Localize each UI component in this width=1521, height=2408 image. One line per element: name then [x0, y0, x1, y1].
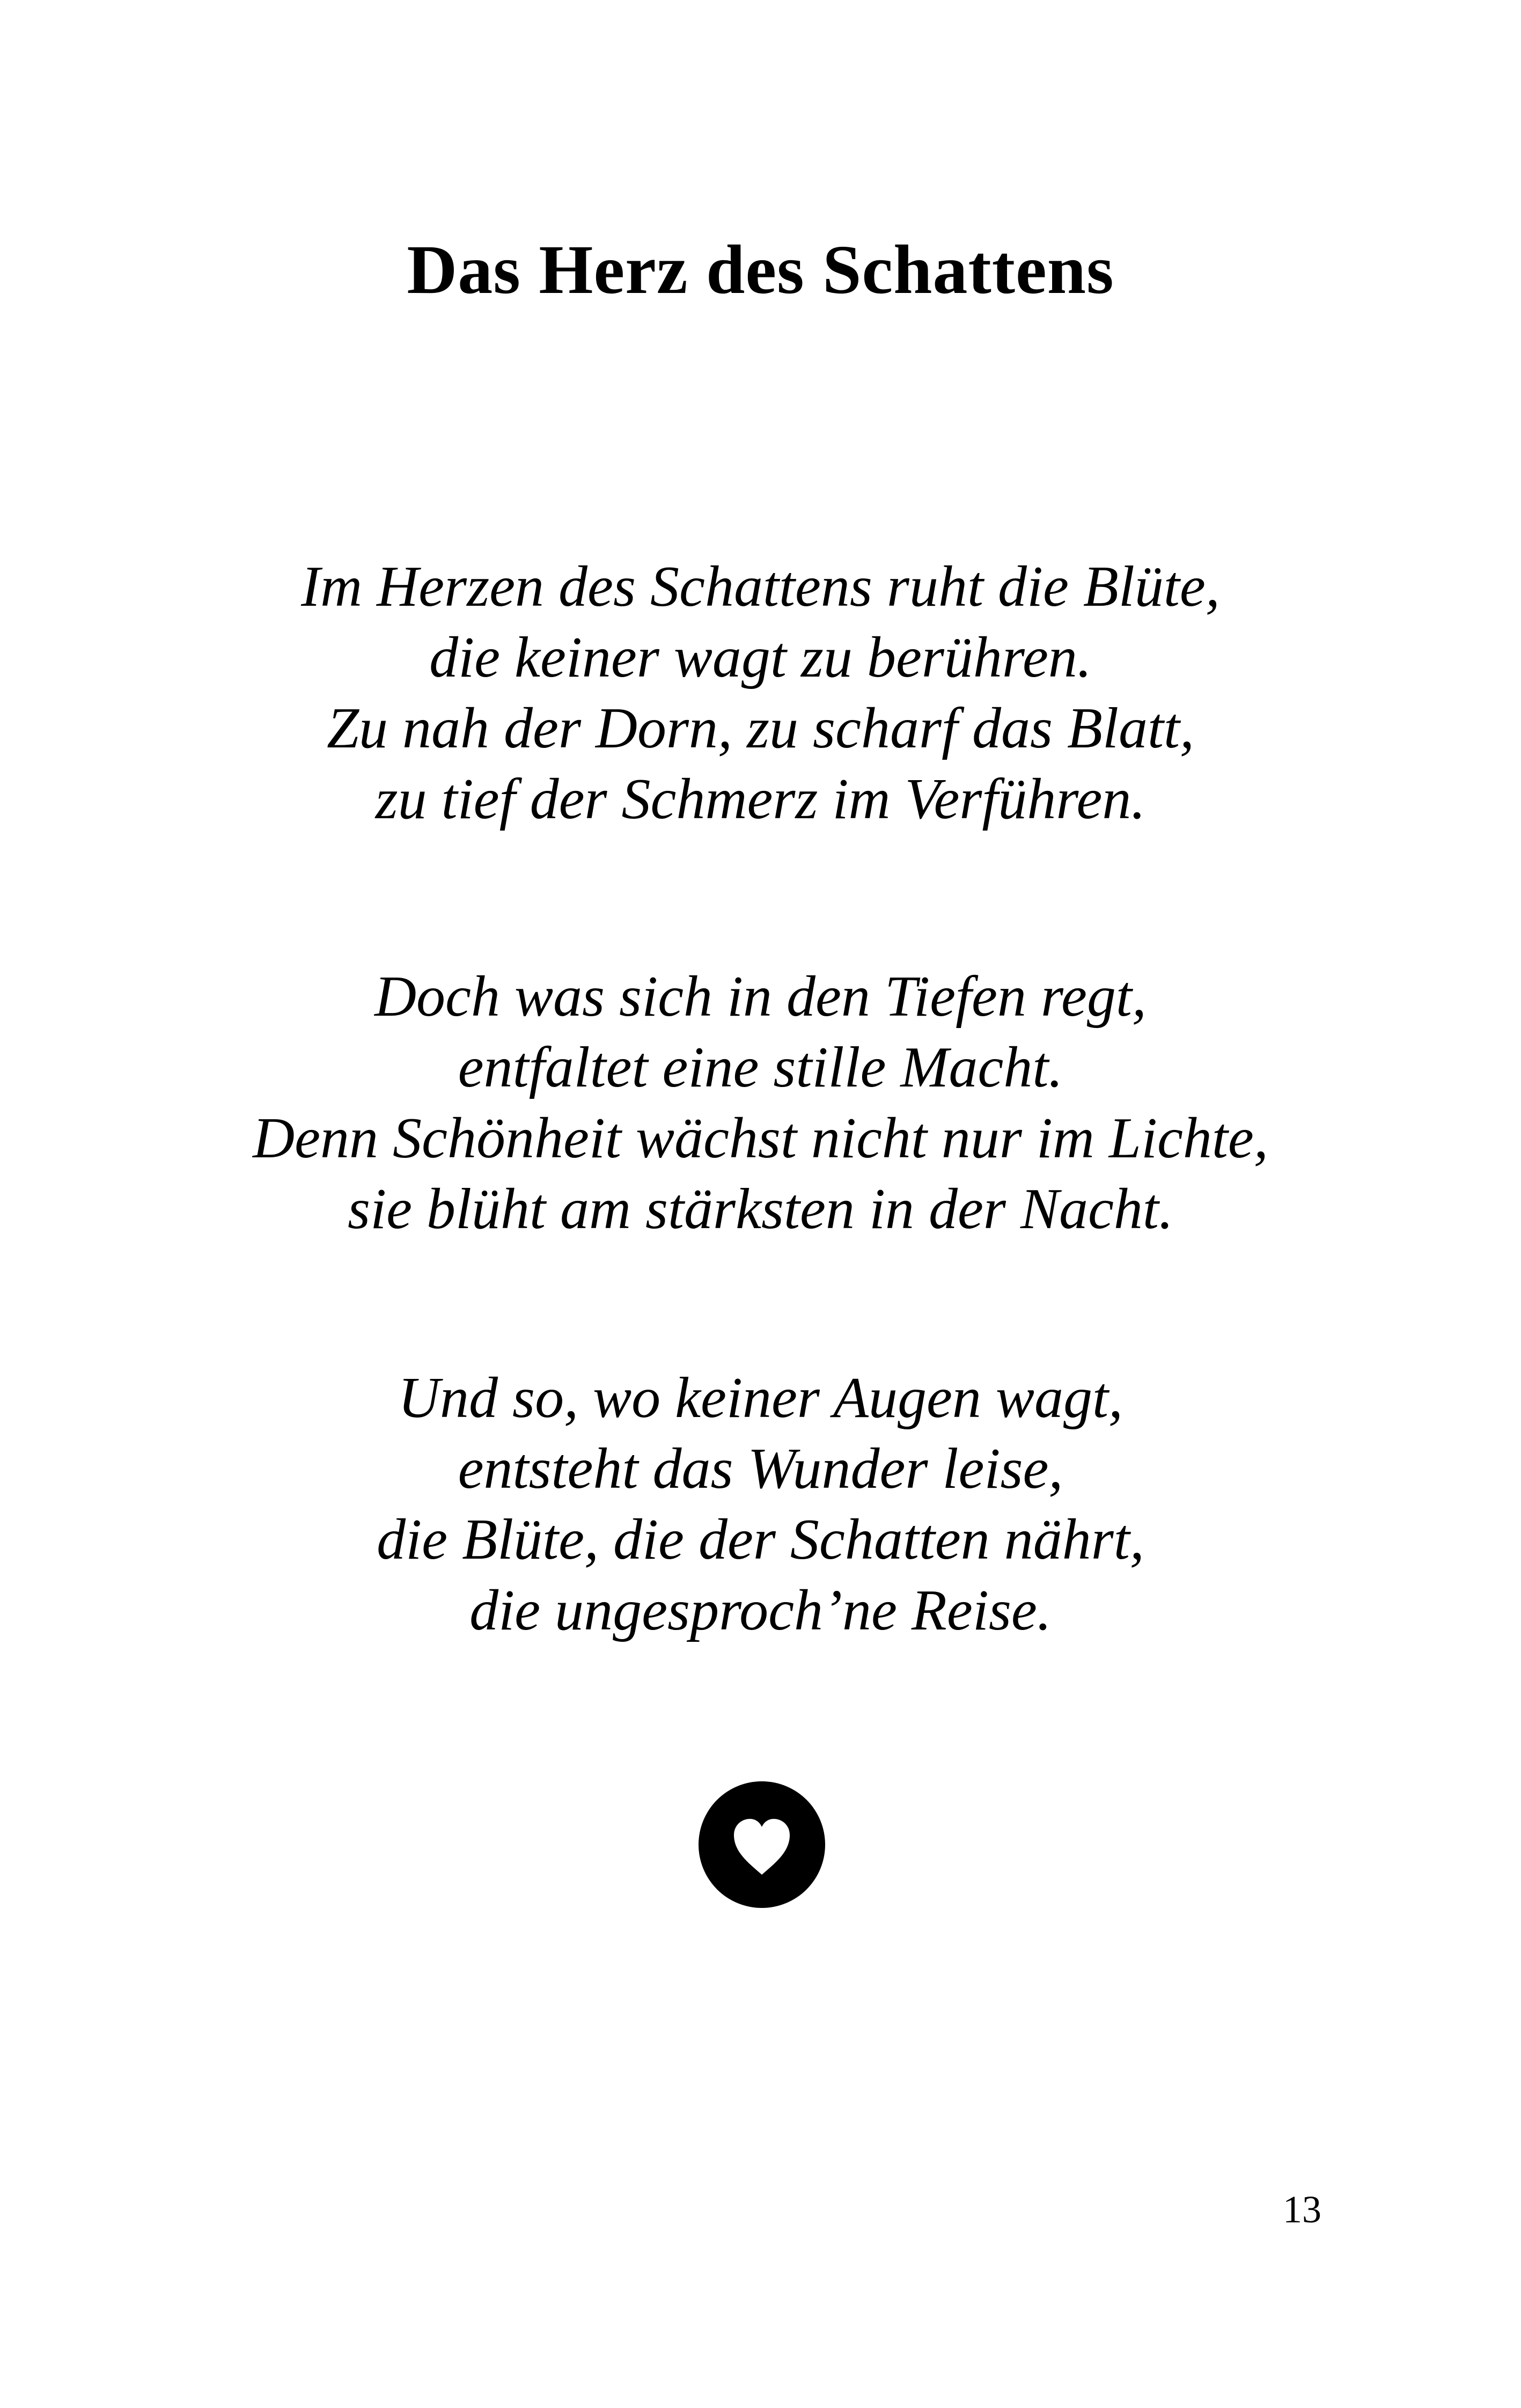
stanza-line: die keiner wagt zu berühren. — [429, 626, 1092, 689]
stanza-line: Und so, wo keiner Augen wagt, — [398, 1366, 1123, 1430]
stanza-line: entfaltet eine stille Macht. — [458, 1036, 1063, 1099]
stanza-line: zu tief der Schmerz im Verführen. — [375, 767, 1146, 831]
stanza-line: entsteht das Wunder leise, — [458, 1437, 1063, 1501]
poem-title: Das Herz des Schattens — [407, 231, 1114, 309]
stanza-3 — [0, 1363, 1521, 1646]
stanza-line: sie blüht am stärksten in der Nacht. — [348, 1177, 1173, 1241]
stanza-line: Doch was sich in den Tiefen regt, — [374, 965, 1147, 1029]
heart-in-circle-icon — [697, 1780, 826, 1909]
stanza-line: Im Herzen des Schattens ruht die Blüte, — [301, 555, 1220, 619]
stanza-2 — [0, 961, 1521, 1245]
stanza-1 — [0, 552, 1521, 835]
page-number: 13 — [1283, 2188, 1321, 2231]
stanza-line: Denn Schönheit wächst nicht nur im Lichte, — [253, 1106, 1268, 1170]
stanza-line: Zu nah der Dorn, zu scharf das Blatt, — [326, 696, 1195, 760]
stanza-line: die ungesproch’ne Reise. — [469, 1579, 1052, 1642]
stanza-line: die Blüte, die der Schatten nährt, — [377, 1508, 1144, 1572]
